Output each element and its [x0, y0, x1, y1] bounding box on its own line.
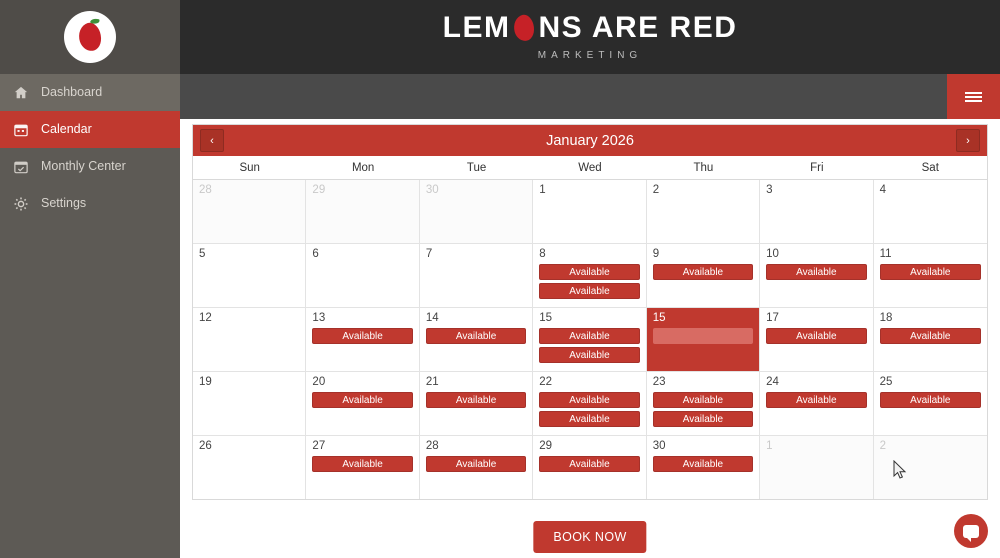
day-number: 14: [425, 312, 439, 324]
day-number: 23: [652, 376, 666, 388]
weekday-label: Mon: [351, 161, 375, 174]
calendar-week-row: [193, 180, 987, 244]
availability-slot-button[interactable]: Available: [312, 328, 412, 344]
day-number: 28: [425, 440, 439, 452]
chat-bubble-icon[interactable]: [954, 514, 988, 548]
calendar-month-title: January 2026: [546, 132, 634, 149]
day-number: 4: [879, 184, 886, 196]
calendar-day-cell[interactable]: [193, 244, 306, 307]
day-number: 8: [539, 248, 546, 260]
day-number: 30: [425, 184, 439, 196]
sidebar-item-calendar[interactable]: [0, 111, 180, 148]
calendar-day-cell[interactable]: [193, 372, 306, 435]
day-number: 15: [652, 312, 666, 324]
availability-slot-button[interactable]: Available: [766, 264, 866, 280]
day-number: 11: [879, 248, 892, 260]
day-number: 29: [312, 184, 326, 196]
sidebar-item-label: Dashboard: [41, 85, 103, 100]
calendar-day-cell[interactable]: [306, 436, 419, 499]
brand-tagline: MARKETING: [537, 50, 643, 61]
weekday-label: Wed: [578, 161, 602, 174]
day-number: 19: [199, 376, 212, 388]
calendar-day-cell[interactable]: [193, 436, 306, 499]
sidebar-logo[interactable]: [0, 0, 180, 74]
day-number: 24: [766, 376, 779, 388]
availability-slot-button[interactable]: Available: [426, 456, 526, 472]
availability-slot-button[interactable]: Available: [880, 392, 981, 408]
availability-slot-button[interactable]: Available: [539, 264, 639, 280]
day-number: 25: [879, 376, 893, 388]
calendar-check-icon: [14, 160, 34, 174]
secondary-bar: [180, 74, 1000, 119]
calendar-day-cell[interactable]: [193, 180, 306, 243]
availability-slot-button[interactable]: Available: [766, 328, 866, 344]
availability-slot-button[interactable]: Available: [880, 264, 981, 280]
availability-slot-button[interactable]: [653, 328, 753, 344]
calendar-day-cell[interactable]: [533, 308, 646, 371]
site-header: [180, 0, 1000, 74]
weekday-header-row: [193, 156, 987, 180]
calendar-day-cell[interactable]: [647, 308, 760, 371]
availability-slot-button[interactable]: Available: [539, 411, 639, 427]
availability-slot-button[interactable]: Available: [312, 456, 412, 472]
day-number: 5: [199, 248, 206, 260]
calendar-day-cell[interactable]: [420, 244, 533, 307]
calendar-day-cell[interactable]: [647, 372, 760, 435]
calendar-week-row: [193, 308, 987, 372]
weekday-label: Sun: [239, 161, 260, 174]
day-number: 20: [312, 376, 326, 388]
availability-slot-button[interactable]: Available: [539, 456, 639, 472]
day-number: 18: [879, 312, 893, 324]
calendar-day-cell[interactable]: [760, 180, 873, 243]
book-now-button[interactable]: BOOK NOW: [533, 521, 646, 553]
calendar-day-cell[interactable]: [533, 372, 646, 435]
calendar-day-cell[interactable]: [420, 436, 533, 499]
day-number: 12: [199, 312, 212, 324]
sidebar: [0, 0, 180, 558]
availability-slot-button[interactable]: Available: [766, 392, 866, 408]
calendar-day-cell[interactable]: [760, 372, 873, 435]
day-number: 10: [766, 248, 779, 260]
day-number: 22: [539, 376, 553, 388]
calendar-day-cell[interactable]: [760, 244, 873, 307]
day-number: 29: [539, 440, 553, 452]
day-number: 2: [652, 184, 660, 196]
availability-slot-button[interactable]: Available: [653, 456, 753, 472]
day-number: 27: [312, 440, 326, 452]
hamburger-icon[interactable]: [947, 74, 1000, 119]
sidebar-item-label: Calendar: [41, 122, 92, 137]
day-number: 3: [766, 184, 773, 196]
availability-slot-button[interactable]: Available: [539, 347, 639, 363]
brand-text-left: LEM: [442, 11, 511, 44]
calendar-day-cell[interactable]: [306, 372, 419, 435]
availability-slot-button[interactable]: Available: [653, 392, 753, 408]
availability-slot-button[interactable]: Available: [539, 283, 639, 299]
calendar-week-row: [193, 436, 987, 499]
calendar-day-cell[interactable]: [874, 436, 987, 499]
calendar-grid: [193, 180, 987, 499]
calendar-icon: [14, 123, 34, 137]
calendar-header: [193, 125, 987, 156]
calendar-day-cell[interactable]: [760, 436, 873, 499]
calendar-day-cell[interactable]: [193, 308, 306, 371]
availability-slot-button[interactable]: Available: [539, 392, 639, 408]
calendar-day-cell[interactable]: [533, 180, 646, 243]
sidebar-nav: [0, 74, 180, 222]
next-month-button[interactable]: ›: [956, 129, 980, 152]
calendar-day-cell[interactable]: [647, 180, 760, 243]
sidebar-item-settings[interactable]: [0, 185, 180, 222]
calendar-day-cell[interactable]: [533, 436, 646, 499]
gear-icon: [14, 197, 34, 211]
sidebar-item-dashboard[interactable]: [0, 74, 180, 111]
day-number: 7: [425, 248, 433, 260]
calendar-day-cell[interactable]: [874, 244, 987, 307]
brand-title: [443, 13, 738, 43]
calendar-day-cell[interactable]: [306, 308, 419, 371]
weekday-label: Thu: [693, 161, 714, 174]
main-content: [180, 119, 1000, 558]
weekday-label: Fri: [810, 161, 824, 174]
calendar-day-cell[interactable]: [874, 372, 987, 435]
availability-slot-button[interactable]: Available: [653, 411, 753, 427]
weekday-label: Tue: [466, 161, 487, 174]
prev-month-button[interactable]: ‹: [200, 129, 224, 152]
lemon-o-icon: [511, 13, 537, 43]
availability-slot-button[interactable]: Available: [880, 328, 981, 344]
calendar-day-cell[interactable]: [420, 308, 533, 371]
calendar-day-cell[interactable]: [874, 308, 987, 371]
home-icon: [14, 86, 34, 100]
day-number: 1: [766, 440, 773, 452]
calendar-day-cell[interactable]: [874, 180, 987, 243]
weekday-label: Sat: [921, 161, 939, 174]
day-number: 30: [652, 440, 666, 452]
day-number: 17: [766, 312, 779, 324]
day-number: 26: [199, 440, 212, 452]
calendar-day-cell[interactable]: [420, 180, 533, 243]
calendar-week-row: [193, 244, 987, 308]
calendar-day-cell[interactable]: [306, 244, 419, 307]
sidebar-item-monthly-center[interactable]: [0, 148, 180, 185]
calendar-day-cell[interactable]: [420, 372, 533, 435]
availability-slot-button[interactable]: Available: [312, 392, 412, 408]
day-number: 2: [879, 440, 886, 452]
calendar-day-cell[interactable]: [760, 308, 873, 371]
availability-slot-button[interactable]: Available: [539, 328, 639, 344]
availability-slot-button[interactable]: Available: [426, 392, 526, 408]
day-number: 21: [425, 376, 439, 388]
availability-slot-button[interactable]: Available: [426, 328, 526, 344]
brand-text-right: NS ARE RED: [538, 11, 738, 44]
calendar-day-cell[interactable]: [306, 180, 419, 243]
calendar-widget: [192, 124, 988, 500]
day-number: 9: [652, 248, 660, 260]
lemon-logo-icon: [64, 11, 116, 63]
calendar-day-cell[interactable]: [533, 244, 646, 307]
calendar-day-cell[interactable]: [647, 244, 760, 307]
day-number: 6: [312, 248, 319, 260]
sidebar-item-label: Settings: [41, 196, 87, 211]
day-number: 28: [199, 184, 212, 196]
availability-slot-button[interactable]: Available: [653, 264, 753, 280]
day-number: 15: [539, 312, 553, 324]
calendar-week-row: [193, 372, 987, 436]
calendar-day-cell[interactable]: [647, 436, 760, 499]
day-number: 13: [312, 312, 326, 324]
sidebar-item-label: Monthly Center: [41, 159, 126, 174]
day-number: 1: [539, 184, 546, 196]
